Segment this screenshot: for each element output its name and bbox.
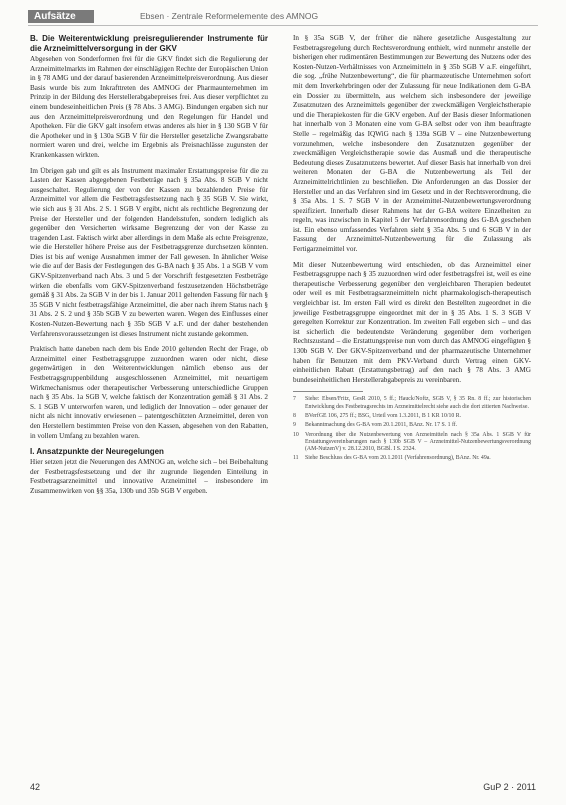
paragraph: Im Übrigen gab und gilt es als Instrument maximaler Erstattungspreise für die zu Lasten der Kassen abgegebenen Festbeträge nach § 35a Abs. 8 SGB V nicht ausgeschaltet. Regulierung der von der Kassen zu bezahlenden Preise für Arzneimittel vor allem die Festbetragsfestsetzung nach § 35 SGB V. Sie wirkt, wie sich aus § 31 Abs. 2 S. 1 SGB V ergibt, nicht als rechtliche Begrenzung der Preise der Hersteller und der folgenden Handelsstufen, sondern lediglich als gegenüber den Versicherten wirksame Begrenzung der von der Kasse zu tragenden Last. Faktisch wirkt aber allerdings in dem Maße als echte Preisgrenze, wie die Hersteller höhere Preise aus der Festbetragsgrenze durchsetzen könnten. Dies ist bis auf wenige Ausnahmen immer der Fall gewesen. In ähnlicher Weise wie die auf der Basis der Festlegungen des G-BA nach § 35 Abs. 1 a SGB V vom GKV-Spitzenverband nach Abs. 3 und 5 der Vorschrift festgesetzten Festbeträge wirken die ebenfalls vom GKV-Spitzenverband festzusetzenden Höchstbeträge gemäß § 31 Abs. 2a SGB V in der bis 1. Januar 2011 geltenden Fassung für nach § 35 SGB V nicht festbetragsfähige Arzneimittel, die aber nach ihrem Status nach § 31 Abs. 2 S. 2 und § 35b SGB V zu bewerten waren. Wegen des Einflusses einer Kosten-Nutzen-Bewertung nach § 35b SGB V a.F. und der daher bestehenden Verfahrensvoraussetzungen ist dieses Instrument nicht zustande gekommen. [30, 166, 268, 338]
footnote: 8 BVerfGE 106, 275 ff.; BSG, Urteil vom 1.3.2011, B 1 KR 10/10 R. [293, 412, 462, 419]
paragraph: Hier setzen jetzt die Neuerungen des AMNOG an, welche sich – bei Beibehaltung der Festbetragsfestsetzung und der ihr zugrunde liegenden Einteilung in Festbetragsarzneimittel und innovative Arzneimittel – insbesondere im Zusammenwirken von §§ 35a, 130b und 35b SGB V ergeben. [30, 458, 268, 495]
footnote-rule [293, 391, 363, 392]
paragraph: In § 35a SGB V, der früher die nähere gesetzliche Ausgestaltung zur Festbetragsregelung durch Rechtsverordnung enthielt, wird nunmehr anstelle der bisherigen eher rudimentären Bestimmungen zur Bewertung des Nutzens oder des Kosten-Nutzen-Verhältnisses von Arzneimitteln in § 35b SGB V a.F. eingeführt, die sog. „frühe Nutzenbewertung“, die für pharmazeutische Unternehmen sofort mit dem Inverkehrbringen oder der Zulassung für neue Indikationen dem G-BA ein Dossier zu übermitteln, aus welchem sich insbesondere der jeweilige Zusatznutzen des Arzneimittels gegenüber der zweckmäßigen Vergleichstherapie und die Therapiekosten für die GKV ergeben. Auf der Basis dieser Informationen hat innerhalb von 3 Monaten eine vom G-BA selbst oder von ihm beauftragte Stelle – regelmäßig das IQWiG nach § 139a SGB V – eine Nutzenbewertung vorzunehmen, welche insbesondere den Zusatznutzen gegenüber der zweckmäßigen Vergleichstherapie sowie das Ausmaß und die therapeutische Bedeutung dieses Zusatznutzens bewertet. Auf dieser Basis hat innerhalb von drei weiteren Monaten der G-BA die Nutzenbewertung als Teil der Arzneimittelrichtlinien zu beschließen. Die Anforderungen an das Dossier der Hersteller und an das Verfahren sind im Gesetz und in der Rechtsverordnung, die § 35a Abs. 1 S. 7 SGB V in der Arzneimittel-Nutzenbewertungsverordnung spezifiziert. Innerhalb dieser Rahmens hat der G-BA weitere Einzelheiten zu regeln, was inzwischen in Kapitel 5 der Verfahrensordnung des G-BA geschehen ist. Ein ebenso umfassendes Verfahren sieht § 35a Abs. 5 und 6 SGB V in der Fassung der Arzneimittel-Nutzenbewertung für die Zulassung als Fertigarzneimittel vor. [293, 34, 531, 254]
page-number: 42 [30, 782, 41, 792]
section-heading: B. Die Weiterentwicklung preisregulierender Instrumente für die Arzneimittelversorgung in der GKV [30, 34, 268, 53]
paragraph: Mit dieser Nutzenbewertung wird entschieden, ob das Arzneimittel einer Festbetragsgruppe nach § 35 zuzuordnen wird oder festbetragsfrei ist, weil es eine therapeutische Verbesserung gegenüber den vergleichbaren Therapien bedeutet oder weil es mit Festbetragsarzneimitteln nicht pharmakologisch-therapeutisch vergleichbar ist. Im ersten Fall wird es direkt den Bestellten zugeordnet in die jeweilige Festbetragsgruppe eingeordnet mit der in § 35 Abs. 1 S. 3 SGB V geregelten Korrektur zur Konzentration. Im zweiten Fall ergeben sich – und das ist sicherlich die bedeutendste Veränderung gegenüber dem vorherigen Rechtszustand – die Erstattungspreise nun vom durch das AMNOG eingefügten § 130b SGB V. Der GKV-Spitzenverband und der pharmazeutische Unternehmer haben für Benutzen mit dem PKV-Verband durch Vertrag einen GKV-einheitlichen Rabatt (Erstattungsbetrag) auf den nach § 78 Abs. 3 AMG bundeseinheitlichen Herstellerabgabepreis zu vereinbaren. [293, 260, 531, 384]
footnote: 11 Siehe Beschluss des G-BA vom 20.1.2011 (Verfahrensordnung), BAnz. Nr. 49a. [293, 455, 491, 462]
header-rule [28, 25, 538, 26]
right-column [293, 34, 531, 465]
journal-issue: GuP 2 · 2011 [483, 782, 536, 792]
footnote: 7 Siehe: Ebsen/Fritz, GesR 2010, 5 ff.; Hauck/Noftz, SGB V, § 35 Rn. 8 ff.; zur historischen Entwicklung des Festbetragsrechts im Arzneimittelrecht siehe auch die dort zitierten Nachweise. [293, 396, 531, 410]
footnotes [293, 396, 531, 462]
footnote: 10 Verordnung über die Nutzenbewertung von Arzneimitteln nach § 35a Abs. 1 SGB V für Erstattungsvereinbarungen nach § 130b SGB V – Arzneimittel-Nutzenbewertungsverordnung (AM-NutzenV) v. 28.12.2010, BGBl. I S. 2324. [293, 431, 531, 453]
paragraph: Praktisch hatte daneben nach dem bis Ende 2010 geltenden Recht der Frage, ob Arzneimittel einer Festbetragsgruppe zuzuordnen waren oder nicht, diese gegenwärtigen in den Weiterentwicklungen nämlich ebenso aus der Festbetragsgruppenbildung ausgeschlossenen Arzneimittel, mit neuartigem Wirkmechanismus oder therapeutischer Verbesserung unterschiedliche Gruppen nach § 35 Abs. 1a SGB V, welche faktisch der Konzentration gemäß § 31 Abs. 2 S. 1 SGB V unterworfen waren, und lediglich der Innovation – oder genauer der nicht als nicht innovativ erwiesenen – patentgeschützten Arzneimittel, deren von den Herstellern bestimmten Preise von den Kassen, abgesehen von den Rabatten, in vollem Umfang zu bezahlen waren. [30, 345, 268, 440]
running-title: Ebsen · Zentrale Reformelemente des AMNOG [140, 11, 319, 21]
footnote: 9 Bekanntmachung des G-BA vom 20.1.2011, BAnz. Nr. 17 S. 1 ff. [293, 422, 458, 429]
left-column [30, 34, 268, 503]
subsection-heading: I. Ansatzpunkte der Neuregelungen [30, 447, 164, 457]
page-header [28, 10, 538, 23]
paragraph: Abgesehen von Sonderformen frei für die GKV findet sich die Regulierung der Arzneimittelmarkts im Rahmen der einschlägigen Rechte der Europäischen Union in § 78 AMG und der darauf basierenden Arzneimittelpreisverordnung. Aus dieser Basis wurde bis zum Inkrafttreten des AMNOG der Pharmaunternehmen im Prinzip in der Bildung des Herstellerabgabepreises frei. Aus dieser verpflichtet zu einem bundeseinheitlichen Preis (§ 78 Abs. 3 AMG). Bindungen ergaben sich nur aus den Arzneimittelpreisverordnung und den Regelungen für Handel und Apotheken. Für die GKV galt insofern etwas anderes als hier in § 130 SGB V für die Apotheker und in § 130a SGB V für die Hersteller gesetzliche Zwangsrabatte normiert waren und drei, welche im Ergebnis als Preisnachlässe zugunsten der Krankenkassen wirkten. [30, 55, 268, 159]
section-tag: Aufsätze [28, 10, 94, 23]
